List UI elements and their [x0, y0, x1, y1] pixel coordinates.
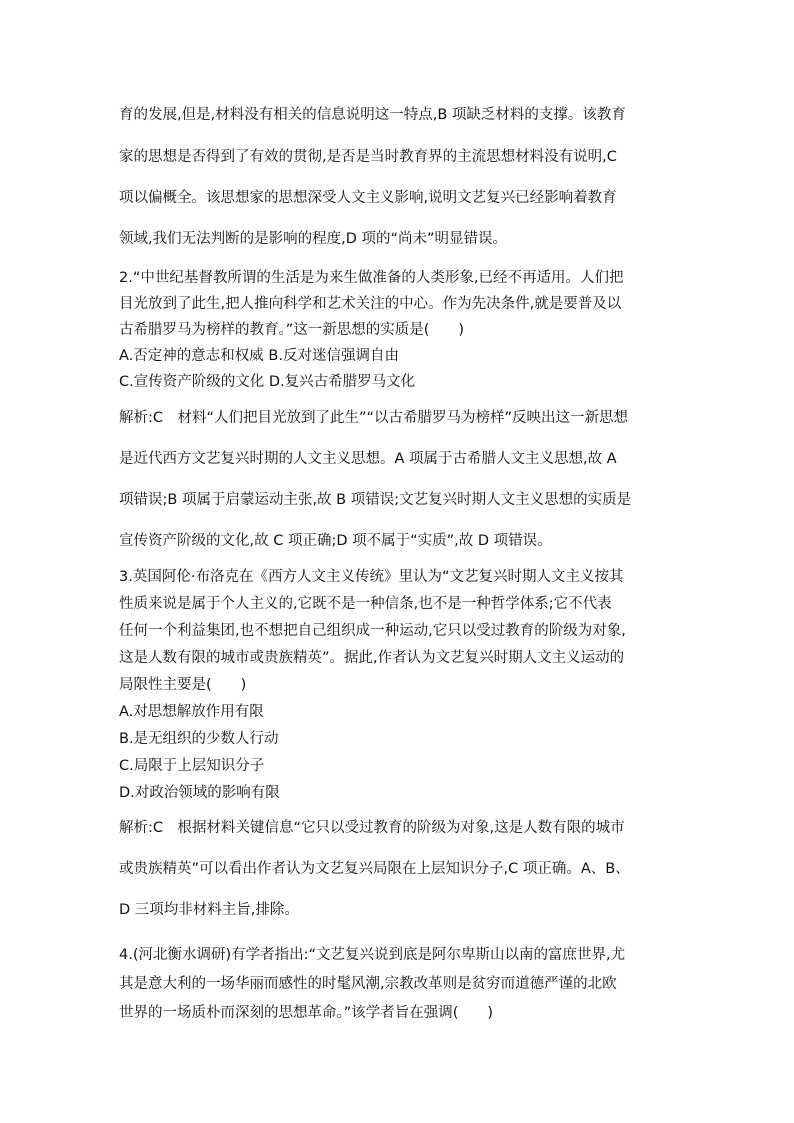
question-3-option-c: C.局限于上层知识分子	[119, 758, 265, 774]
question-3-option-b: B.是无组织的少数人行动	[119, 731, 279, 747]
question-3-stem: 3.英国阿伦·布洛克在《西方人文主义传统》里认为“文艺复兴时期人文主义按其	[119, 569, 624, 585]
question-3-stem: 局限性主要是( )	[119, 677, 247, 693]
question-2-analysis: 项错误;B 项属于启蒙运动主张,故 B 项错误;文艺复兴时期人文主义思想的实质是	[119, 492, 632, 508]
question-2-analysis: 宣传资产阶级的文化,故 C 项正确;D 项不属于“实质”,故 D 项错误。	[119, 533, 552, 549]
question-2-analysis: 是近代西方文艺复兴时期的人文主义思想。A 项属于古希腊人文主义思想,故 A	[119, 451, 617, 467]
question-3-analysis: 或贵族精英”可以看出作者认为文艺复兴局限在上层知识分子,C 项正确。A、B、	[119, 861, 630, 877]
question-4-stem: 4.(河北衡水调研)有学者指出:“文艺复兴说到底是阿尔卑斯山以南的富庶世界,尤	[119, 947, 626, 963]
question-3-option-d: D.对政治领域的影响有限	[119, 785, 280, 801]
question-2-options: C.宣传资产阶级的文化 D.复兴古希腊罗马文化	[119, 374, 416, 390]
question-4-stem: 其是意大利的一场华丽而感性的时髦风潮,宗教改革则是贫穷而道德严谨的北欧	[119, 976, 617, 992]
question-2-options: A.否定神的意志和权威 B.反对迷信强调自由	[119, 348, 399, 364]
question-2-stem: 目光放到了此生,把人推向科学和艺术关注的中心。作为先决条件,就是要普及以	[119, 296, 622, 312]
question-3-analysis: 解析:C 根据材料关键信息“它只以受过教育的阶级为对象,这是人数有限的城市	[119, 820, 625, 836]
question-4-stem: 世界的一场质朴而深刻的思想革命。”该学者旨在强调( )	[119, 1005, 494, 1021]
question-2-analysis: 解析:C 材料“人们把目光放到了此生”“以古希腊罗马为榜样”反映出这一新思想	[119, 410, 629, 426]
question-3-stem: 这是人数有限的城市或贵族精英”。据此,作者认为文艺复兴时期人文主义运动的	[119, 650, 625, 666]
analysis-line: 领域,我们无法判断的是影响的程度,D 项的“尚未”明显错误。	[119, 231, 508, 247]
analysis-line: 育的发展,但是,材料没有相关的信息说明这一特点,B 项缺乏材料的支撑。该教育	[119, 107, 626, 123]
question-2-stem: 古希腊罗马为榜样的教育。”这一新思想的实质是( )	[119, 322, 465, 338]
question-2-stem: 2.“中世纪基督教所谓的生活是为来生做准备的人类形象,已经不再适用。人们把	[119, 270, 624, 286]
question-3-stem: 任何一个利益集团,也不想把自己组织成一种运动,它只以受过教育的阶级为对象,	[119, 623, 626, 639]
question-3-option-a: A.对思想解放作用有限	[119, 704, 264, 720]
analysis-line: 项以偏概全。该思想家的思想深受人文主义影响,说明文艺复兴已经影响着教育	[119, 190, 617, 206]
question-3-stem: 性质来说是属于个人主义的,它既不是一种信条,也不是一种哲学体系;它不代表	[119, 596, 612, 612]
analysis-line: 家的思想是否得到了有效的贯彻,是否是当时教育界的主流思想材料没有说明,C	[119, 149, 617, 165]
question-3-analysis: D 三项均非材料主旨,排除。	[119, 902, 299, 918]
